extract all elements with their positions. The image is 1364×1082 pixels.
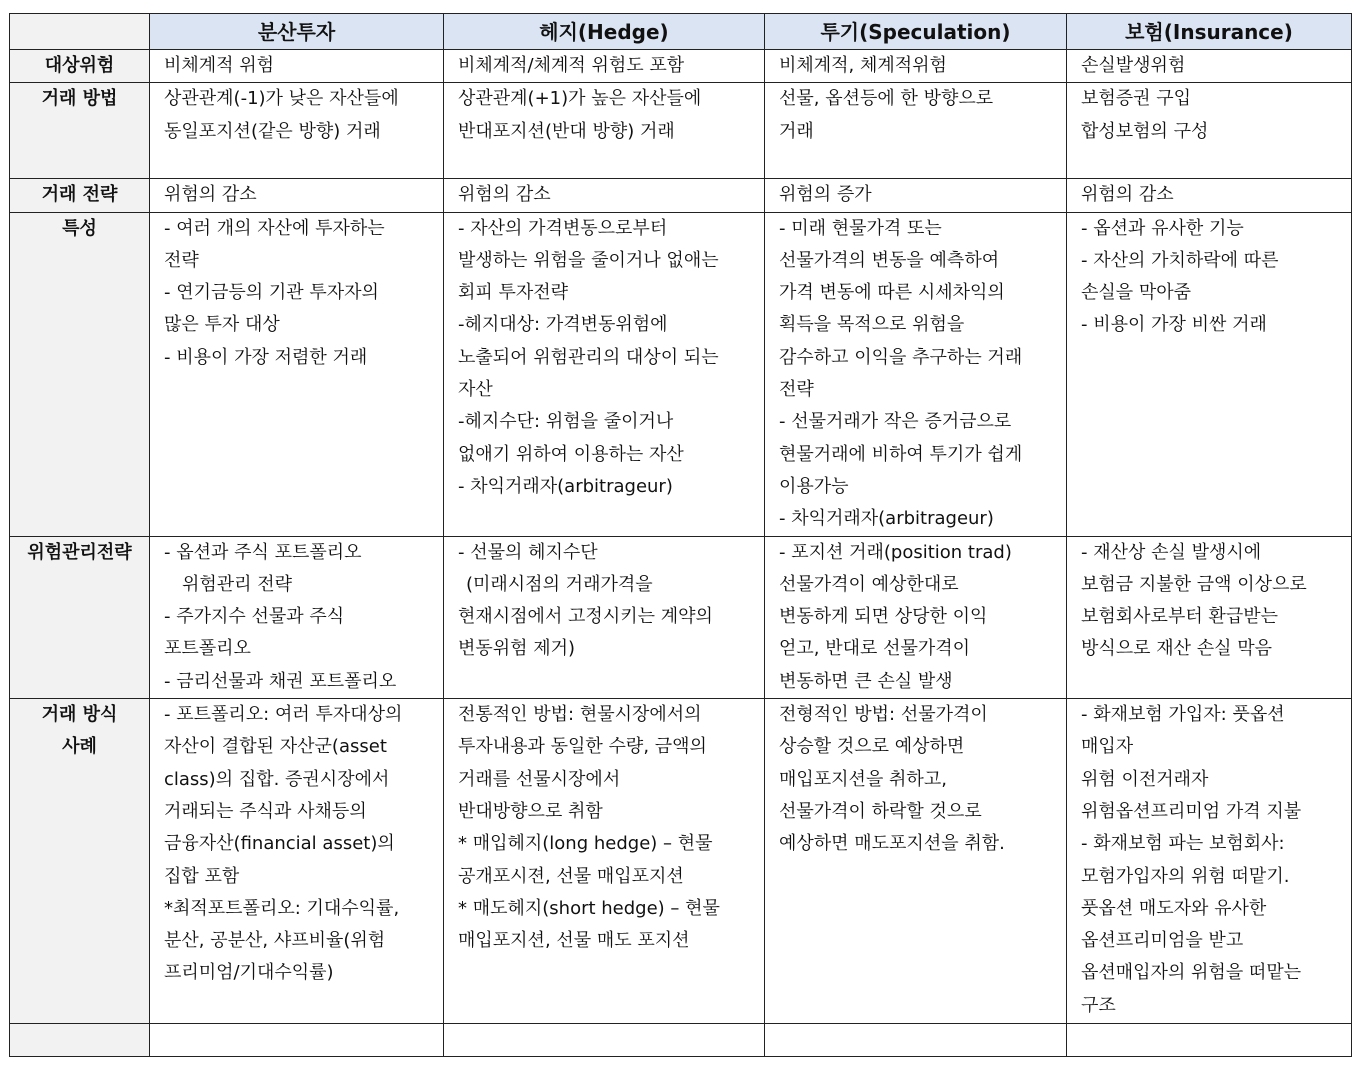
cell-trade-examples-insurance xyxy=(1067,699,1352,1024)
cell-text-line: 거래를 선물시장에서 xyxy=(458,768,621,790)
cell-characteristics-hedge xyxy=(444,212,765,536)
header-corner-cell xyxy=(10,14,150,50)
cell-text-line: 비체계적 위험 xyxy=(164,55,275,76)
cell-text-line: - 연기금등의 기관 투자자의 xyxy=(164,282,379,304)
cell-text-line: * 매입헤지(long hedge) – 현물 xyxy=(458,833,713,855)
cell-text-line: 보험금 지불한 금액 이상으로 xyxy=(1081,573,1307,595)
cell-text-line: 옵션프리미엄을 받고 xyxy=(1081,930,1244,952)
cell-text-line: 사례 xyxy=(62,736,97,758)
cell-text-line: -헤지수단: 위험을 줄이거나 xyxy=(458,411,674,433)
row-label-characteristics xyxy=(10,212,150,536)
cell-text-line: (미래시점의 거래가격을 xyxy=(466,573,653,595)
cell-text-line: 공개포시젼, 선물 매입포지션 xyxy=(458,865,684,887)
cell-text-line: 거래 xyxy=(779,120,814,142)
row-label-trade-strategy xyxy=(10,179,150,212)
empty-cell xyxy=(1067,1024,1352,1057)
cell-text-line: 투자내용과 동일한 수량, 금액의 xyxy=(458,736,707,758)
cell-text-line: - 화재보험 가입자: 풋옵션 xyxy=(1081,704,1285,726)
cell-text-line: 위험 이전거래자 xyxy=(1081,768,1209,790)
header-diversification: 분산투자 xyxy=(150,14,444,50)
cell-text-line: 포트폴리오 xyxy=(164,638,251,660)
cell-text-line: 위험관리 전략 xyxy=(182,573,293,595)
table-row-empty xyxy=(10,1024,1352,1057)
cell-text-line: 획득을 목적으로 위험을 xyxy=(779,314,965,336)
cell-text-line: 변동하게 되면 상당한 이익 xyxy=(779,606,988,628)
cell-trade-examples-hedge xyxy=(444,699,765,1024)
cell-text-line: - 비용이 가장 비싼 거래 xyxy=(1081,314,1267,336)
cell-text-line: 매입자 xyxy=(1081,736,1134,758)
cell-text-line: 손실발생위험 xyxy=(1081,55,1186,76)
cell-text-line: 방식으로 재산 손실 막음 xyxy=(1081,638,1273,660)
table-row-characteristics xyxy=(10,212,1352,536)
cell-trade-strategy-insurance xyxy=(1067,179,1352,212)
cell-text-line: 동일포지션(같은 방향) 거래 xyxy=(164,120,381,142)
cell-text-line: 많은 투자 대상 xyxy=(164,314,280,336)
cell-text-line: 위험의 감소 xyxy=(1081,184,1174,206)
cell-text-line: 현재시점에서 고정시키는 계약의 xyxy=(458,606,713,628)
cell-text-line: 전략 xyxy=(164,249,199,271)
cell-text-line: - 옵션과 주식 포트폴리오 xyxy=(164,541,362,563)
cell-text-line: - 재산상 손실 발생시에 xyxy=(1081,541,1262,563)
cell-text-line: - 비용이 가장 저렴한 거래 xyxy=(164,346,368,368)
cell-text-line: 변동하면 큰 손실 발생 xyxy=(779,670,953,692)
comparison-table xyxy=(9,13,1352,1057)
cell-text-line: -헤지대상: 가격변동위험에 xyxy=(458,314,668,336)
cell-text-line: 집합 포함 xyxy=(164,865,240,887)
cell-trade-strategy-speculation xyxy=(765,179,1067,212)
cell-text-line: - 여러 개의 자산에 투자하는 xyxy=(164,217,385,239)
table-row-risk-target xyxy=(10,50,1352,83)
cell-text-line: 전통적인 방법: 현물시장에서의 xyxy=(458,704,702,726)
cell-text-line: 현물거래에 비하여 투기가 쉽게 xyxy=(779,443,1023,465)
cell-text-line: 전략 xyxy=(779,379,814,401)
cell-trade-method-insurance xyxy=(1067,83,1352,179)
cell-text-line: 자산이 결합된 자산군(asset xyxy=(164,736,387,758)
empty-cell xyxy=(765,1024,1067,1057)
cell-text-line: 선물가격이 예상한대로 xyxy=(779,573,959,595)
cell-risk-management-speculation xyxy=(765,536,1067,698)
table-row-trade-method xyxy=(10,83,1352,179)
cell-trade-method-diversification xyxy=(150,83,444,179)
cell-text-line: 매입포지션을 취하고, xyxy=(779,768,947,790)
table-row-trade-strategy xyxy=(10,179,1352,212)
header-hedge: 헤지(Hedge) xyxy=(444,14,765,50)
cell-characteristics-speculation xyxy=(765,212,1067,536)
cell-text-line: 보험회사로부터 환급받는 xyxy=(1081,606,1278,628)
empty-cell xyxy=(150,1024,444,1057)
cell-risk-management-insurance xyxy=(1067,536,1352,698)
cell-text-line: 상관관계(-1)가 낮은 자산들에 xyxy=(164,88,399,110)
cell-text-line: 감수하고 이익을 추구하는 거래 xyxy=(779,346,1023,368)
cell-text-line: 선물가격의 변동을 예측하여 xyxy=(779,249,1000,271)
cell-text-line: 위험관리전략 xyxy=(27,541,132,563)
cell-text-line: - 자산의 가격변동으로부터 xyxy=(458,217,668,239)
cell-text-line: 대상위험 xyxy=(44,55,115,76)
cell-text-line: 위험의 감소 xyxy=(458,184,551,206)
cell-text-line: *최적포트폴리오: 기대수익률, xyxy=(164,897,400,919)
table-row-trade-examples xyxy=(10,699,1352,1024)
row-label-trade-examples xyxy=(10,699,150,1024)
cell-text-line: 손실을 막아줌 xyxy=(1081,282,1192,304)
cell-text-line: 거래 방식 xyxy=(41,704,118,726)
cell-text-line: 회피 투자전략 xyxy=(458,282,569,304)
cell-text-line: 상승할 것으로 예상하면 xyxy=(779,736,965,758)
cell-characteristics-insurance xyxy=(1067,212,1352,536)
cell-trade-method-hedge xyxy=(444,83,765,179)
cell-text-line: - 옵션과 유사한 기능 xyxy=(1081,217,1244,239)
row-label-risk-management xyxy=(10,536,150,698)
cell-text-line: 비체계적/체계적 위험도 포함 xyxy=(458,55,685,76)
header-speculation: 투기(Speculation) xyxy=(765,14,1067,50)
cell-trade-examples-diversification xyxy=(150,699,444,1024)
cell-text-line: - 차익거래자(arbitrageur) xyxy=(779,508,994,530)
cell-text-line: - 선물거래가 작은 증거금으로 xyxy=(779,411,1012,433)
cell-text-line: 프리미엄/기대수익률) xyxy=(164,962,334,984)
cell-text-line: 노출되어 위험관리의 대상이 되는 xyxy=(458,346,719,368)
cell-text-line: - 차익거래자(arbitrageur) xyxy=(458,475,673,497)
cell-text-line: 전형적인 방법: 선물가격이 xyxy=(779,704,988,726)
cell-text-line: 분산, 공분산, 샤프비율(위험 xyxy=(164,930,386,952)
cell-risk-target-insurance xyxy=(1067,50,1352,83)
cell-text-line: 금융자산(financial asset)의 xyxy=(164,833,395,855)
cell-text-line: 거래되는 주식과 사채등의 xyxy=(164,800,367,822)
cell-text-line: 거래 방법 xyxy=(41,88,118,110)
cell-risk-target-diversification xyxy=(150,50,444,83)
table-body xyxy=(10,50,1352,1057)
cell-text-line: 위험의 감소 xyxy=(164,184,257,206)
cell-text-line: 얻고, 반대로 선물가격이 xyxy=(779,638,971,660)
cell-text-line: 이용가능 xyxy=(779,475,849,497)
cell-text-line: 위험옵션프리미엄 가격 지불 xyxy=(1081,800,1302,822)
cell-text-line: 비체계적, 체계적위험 xyxy=(779,55,947,76)
cell-text-line: 매입포지션, 선물 매도 포지션 xyxy=(458,930,690,952)
cell-text-line: - 금리선물과 채권 포트폴리오 xyxy=(164,670,397,692)
empty-cell xyxy=(10,1024,150,1057)
cell-risk-target-speculation xyxy=(765,50,1067,83)
cell-text-line: 발생하는 위험을 줄이거나 없애는 xyxy=(458,249,719,271)
row-label-risk-target xyxy=(10,50,150,83)
cell-trade-method-speculation xyxy=(765,83,1067,179)
cell-text-line: 거래 전략 xyxy=(41,184,118,206)
cell-text-line: 가격 변동에 따른 시세차익의 xyxy=(779,282,1005,304)
cell-text-line: 반대방향으로 취함 xyxy=(458,800,603,822)
cell-text-line: 풋옵션 매도자와 유사한 xyxy=(1081,897,1267,919)
table-row-risk-management xyxy=(10,536,1352,698)
cell-text-line: 구조 xyxy=(1081,994,1116,1016)
cell-text-line: 모험가입자의 위험 떠맡기. xyxy=(1081,865,1290,887)
cell-text-line: 없애기 위하여 이용하는 자산 xyxy=(458,443,684,465)
header-insurance: 보험(Insurance) xyxy=(1067,14,1352,50)
cell-text-line: - 선물의 헤지수단 xyxy=(458,541,598,563)
empty-cell xyxy=(444,1024,765,1057)
cell-text-line: 위험의 증가 xyxy=(779,184,872,206)
cell-text-line: 선물, 옵션등에 한 방향으로 xyxy=(779,88,994,110)
cell-text-line: - 주가지수 선물과 주식 xyxy=(164,606,345,628)
cell-trade-strategy-hedge xyxy=(444,179,765,212)
cell-text-line: - 미래 현물가격 또는 xyxy=(779,217,942,239)
cell-text-line: 옵션매입자의 위험을 떠맡는 xyxy=(1081,962,1302,984)
cell-text-line: 특성 xyxy=(62,217,97,239)
cell-risk-target-hedge xyxy=(444,50,765,83)
cell-risk-management-diversification xyxy=(150,536,444,698)
cell-text-line: - 포지션 거래(position trad) xyxy=(779,541,1012,563)
cell-text-line: * 매도헤지(short hedge) – 현물 xyxy=(458,897,720,919)
cell-text-line: 보험증권 구입 xyxy=(1081,88,1192,110)
cell-text-line: - 자산의 가치하락에 따른 xyxy=(1081,249,1279,271)
cell-text-line: - 포트폴리오: 여러 투자대상의 xyxy=(164,704,403,726)
cell-text-line: 변동위험 제거) xyxy=(458,638,576,660)
cell-text-line: - 화재보험 파는 보험회사: xyxy=(1081,833,1285,855)
cell-trade-strategy-diversification xyxy=(150,179,444,212)
cell-text-line: class)의 집합. 증권시장에서 xyxy=(164,768,390,790)
cell-text-line: 선물가격이 하락할 것으로 xyxy=(779,800,982,822)
cell-text-line: 자산 xyxy=(458,379,493,401)
cell-characteristics-diversification xyxy=(150,212,444,536)
cell-text-line: 합성보험의 구성 xyxy=(1081,120,1209,142)
cell-text-line: 예상하면 매도포지션을 취함. xyxy=(779,833,1005,855)
cell-trade-examples-speculation xyxy=(765,699,1067,1024)
cell-risk-management-hedge xyxy=(444,536,765,698)
cell-text-line: 상관관계(+1)가 높은 자산들에 xyxy=(458,88,702,110)
row-label-trade-method xyxy=(10,83,150,179)
cell-text-line: 반대포지션(반대 방향) 거래 xyxy=(458,120,675,142)
